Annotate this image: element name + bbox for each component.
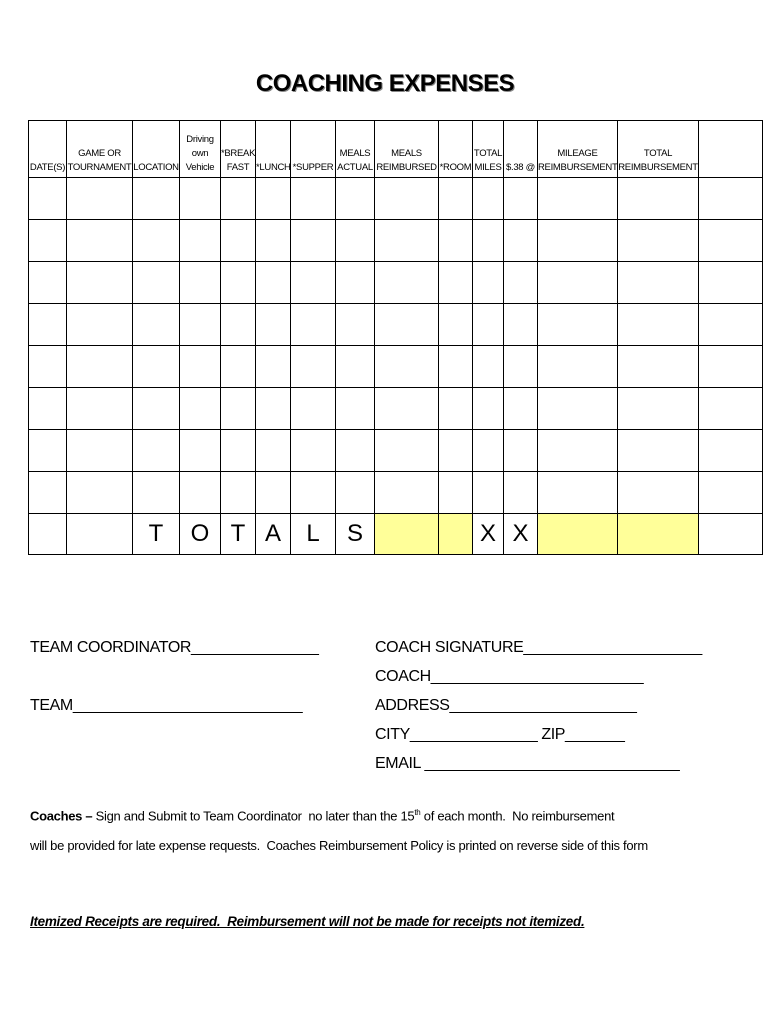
entry-cell[interactable]	[29, 430, 67, 472]
totals-letter: T	[221, 514, 256, 555]
entry-cell[interactable]	[375, 304, 439, 346]
entry-cell[interactable]	[504, 388, 538, 430]
entry-cell[interactable]	[538, 304, 618, 346]
entry-cell[interactable]	[504, 472, 538, 514]
totals-letter: A	[256, 514, 291, 555]
entry-cell[interactable]	[504, 262, 538, 304]
entry-cell[interactable]	[29, 388, 67, 430]
entry-cell[interactable]	[291, 430, 336, 472]
email-field[interactable]: EMAIL ______________________________	[375, 755, 680, 772]
entry-cell[interactable]	[504, 430, 538, 472]
grand-total-field[interactable]	[618, 514, 699, 555]
entry-cell[interactable]	[221, 388, 256, 430]
col-breakfast: *BREAK FAST	[221, 121, 256, 178]
totals-letter: L	[291, 514, 336, 555]
entry-cell[interactable]	[618, 178, 699, 220]
entry-cell[interactable]	[336, 220, 375, 262]
entry-cell[interactable]	[29, 472, 67, 514]
total-mileage-reimbursement-field[interactable]	[538, 514, 618, 555]
table-row	[29, 430, 763, 472]
entry-cell[interactable]	[291, 262, 336, 304]
entry-cell[interactable]	[375, 346, 439, 388]
col-location: LOCATION	[133, 121, 180, 178]
entry-cell[interactable]	[439, 472, 473, 514]
entry-cell[interactable]	[618, 346, 699, 388]
col-supper: *SUPPER	[291, 121, 336, 178]
entry-cell[interactable]	[336, 304, 375, 346]
entry-cell[interactable]	[336, 262, 375, 304]
itemized-receipts-notice: Itemized Receipts are required. Reimbursement will not be made for receipts not itemized.	[30, 914, 585, 929]
entry-cell[interactable]	[67, 220, 133, 262]
entry-cell[interactable]	[618, 388, 699, 430]
entry-cell[interactable]	[133, 472, 180, 514]
entry-cell[interactable]	[291, 220, 336, 262]
entry-cell[interactable]	[504, 346, 538, 388]
entry-cell[interactable]	[699, 388, 763, 430]
table-row	[29, 472, 763, 514]
entry-cell[interactable]	[699, 472, 763, 514]
entry-cell[interactable]	[256, 178, 291, 220]
entry-cell[interactable]	[221, 262, 256, 304]
entry-cell[interactable]	[221, 178, 256, 220]
entry-cell[interactable]	[473, 472, 504, 514]
entry-cell[interactable]	[29, 262, 67, 304]
col-game: GAME OR TOURNAMENT	[67, 121, 133, 178]
entry-cell[interactable]	[473, 430, 504, 472]
col-driving: Driving own Vehicle	[180, 121, 221, 178]
col-room: *ROOM	[439, 121, 473, 178]
entry-cell[interactable]	[504, 304, 538, 346]
col-rate: $.38 @	[504, 121, 538, 178]
entry-cell[interactable]	[699, 178, 763, 220]
entry-cell[interactable]	[473, 346, 504, 388]
entry-cell[interactable]	[67, 472, 133, 514]
entry-cell[interactable]	[221, 220, 256, 262]
entry-cell[interactable]	[538, 346, 618, 388]
expense-table	[28, 120, 763, 555]
entry-cell[interactable]	[29, 178, 67, 220]
entry-cell[interactable]	[699, 346, 763, 388]
entry-cell[interactable]	[67, 304, 133, 346]
entry-cell[interactable]	[375, 472, 439, 514]
entry-cell[interactable]	[180, 220, 221, 262]
entry-cell[interactable]	[375, 220, 439, 262]
entry-cell[interactable]	[473, 220, 504, 262]
entry-cell[interactable]	[336, 430, 375, 472]
entry-cell[interactable]	[375, 262, 439, 304]
entry-cell[interactable]	[538, 430, 618, 472]
address-field[interactable]: ADDRESS______________________	[375, 697, 637, 714]
coach-field[interactable]: COACH_________________________	[375, 668, 644, 685]
totals-letter: T	[133, 514, 180, 555]
entry-cell[interactable]	[67, 346, 133, 388]
entry-cell[interactable]	[291, 388, 336, 430]
entry-cell[interactable]	[291, 472, 336, 514]
entry-cell[interactable]	[133, 178, 180, 220]
entry-cell[interactable]	[439, 388, 473, 430]
col-mileage-reimbursement: MILEAGE REIMBURSEMENT	[538, 121, 618, 178]
totals-mark: X	[504, 514, 538, 555]
city-zip-field[interactable]: CITY_______________ ZIP_______	[375, 726, 625, 743]
entry-cell[interactable]	[180, 262, 221, 304]
entry-cell[interactable]	[504, 178, 538, 220]
table-row	[29, 304, 763, 346]
entry-cell[interactable]	[29, 346, 67, 388]
table-row	[29, 346, 763, 388]
totals-cell	[67, 514, 133, 555]
entry-cell[interactable]	[221, 430, 256, 472]
entry-cell[interactable]	[375, 430, 439, 472]
entry-cell[interactable]	[699, 430, 763, 472]
entry-cell[interactable]	[618, 430, 699, 472]
entry-cell[interactable]	[180, 304, 221, 346]
submission-note-line2: will be provided for late expense requests. Coaches Reimbursement Policy is printed on reverse side of this form	[30, 838, 648, 853]
table-row	[29, 388, 763, 430]
entry-cell[interactable]	[439, 430, 473, 472]
entry-cell[interactable]	[180, 472, 221, 514]
entry-cell[interactable]	[256, 346, 291, 388]
entry-cell[interactable]	[439, 304, 473, 346]
entry-cell[interactable]	[67, 430, 133, 472]
note-lead: Coaches –	[30, 808, 93, 824]
entry-cell[interactable]	[439, 262, 473, 304]
totals-letter: S	[336, 514, 375, 555]
entry-cell[interactable]	[133, 262, 180, 304]
col-meals-reimbursed: MEALS REIMBURSED	[375, 121, 439, 178]
entry-cell[interactable]	[439, 178, 473, 220]
entry-cell[interactable]	[256, 304, 291, 346]
entry-cell[interactable]	[473, 178, 504, 220]
entry-cell[interactable]	[375, 178, 439, 220]
col-blank	[699, 121, 763, 178]
entry-cell[interactable]	[699, 304, 763, 346]
entry-cell[interactable]	[256, 262, 291, 304]
entry-cell[interactable]	[336, 178, 375, 220]
entry-cell[interactable]	[618, 472, 699, 514]
totals-cell	[699, 514, 763, 555]
entry-cell[interactable]	[618, 262, 699, 304]
entry-cell[interactable]	[221, 472, 256, 514]
table-row	[29, 220, 763, 262]
table-row	[29, 262, 763, 304]
entry-cell[interactable]	[180, 430, 221, 472]
entry-cell[interactable]	[180, 388, 221, 430]
entry-cell[interactable]	[473, 262, 504, 304]
entry-cell[interactable]	[538, 388, 618, 430]
entry-cell[interactable]	[29, 304, 67, 346]
col-lunch: *LUNCH	[256, 121, 291, 178]
entry-cell[interactable]	[439, 346, 473, 388]
team-field[interactable]: TEAM___________________________	[30, 697, 303, 714]
entry-cell[interactable]	[538, 178, 618, 220]
header-row	[29, 121, 763, 178]
page-title: COACHING EXPENSES	[255, 70, 515, 97]
col-meals-actual: MEALS ACTUAL	[336, 121, 375, 178]
entry-cell[interactable]	[256, 220, 291, 262]
entry-cell[interactable]	[221, 346, 256, 388]
entry-cell[interactable]	[504, 220, 538, 262]
totals-mark: X	[473, 514, 504, 555]
entry-cell[interactable]	[375, 388, 439, 430]
entry-cell[interactable]	[618, 304, 699, 346]
col-total-miles: TOTAL MILES	[473, 121, 504, 178]
entry-cell[interactable]	[221, 304, 256, 346]
entry-cell[interactable]	[133, 304, 180, 346]
team-coordinator-field[interactable]: TEAM COORDINATOR_______________	[30, 639, 319, 656]
col-total-reimbursement: TOTAL REIMBURSEMENT	[618, 121, 699, 178]
coach-signature-field[interactable]: COACH SIGNATURE_____________________	[375, 639, 702, 656]
entry-cell[interactable]	[133, 388, 180, 430]
col-dates: DATE(S)	[29, 121, 67, 178]
submission-note-line1: Coaches – Sign and Submit to Team Coordinator no later than the 15th of each month. No reimbursement	[30, 808, 615, 824]
entry-cell[interactable]	[699, 220, 763, 262]
table-row	[29, 178, 763, 220]
entry-cell[interactable]	[336, 472, 375, 514]
entry-cell[interactable]	[336, 346, 375, 388]
entry-cell[interactable]	[29, 220, 67, 262]
entry-cell[interactable]	[291, 304, 336, 346]
entry-cell[interactable]	[538, 262, 618, 304]
entry-cell[interactable]	[133, 346, 180, 388]
entry-cell[interactable]	[473, 388, 504, 430]
entry-cell[interactable]	[67, 262, 133, 304]
entry-cell[interactable]	[439, 220, 473, 262]
entry-cell[interactable]	[133, 220, 180, 262]
entry-cell[interactable]	[256, 472, 291, 514]
totals-letter: O	[180, 514, 221, 555]
entry-cell[interactable]	[133, 430, 180, 472]
entry-cell[interactable]	[180, 346, 221, 388]
total-meals-reimbursed-field[interactable]	[375, 514, 439, 555]
entry-cell[interactable]	[336, 388, 375, 430]
totals-row	[29, 514, 763, 555]
totals-cell	[29, 514, 67, 555]
entry-cell[interactable]	[180, 178, 221, 220]
entry-cell[interactable]	[256, 430, 291, 472]
entry-cell[interactable]	[291, 178, 336, 220]
total-room-field[interactable]	[439, 514, 473, 555]
entry-cell[interactable]	[473, 304, 504, 346]
entry-cell[interactable]	[618, 220, 699, 262]
entry-cell[interactable]	[256, 388, 291, 430]
entry-cell[interactable]	[291, 346, 336, 388]
entry-cell[interactable]	[699, 262, 763, 304]
entry-cell[interactable]	[538, 220, 618, 262]
entry-cell[interactable]	[67, 178, 133, 220]
entry-cell[interactable]	[538, 472, 618, 514]
entry-cell[interactable]	[67, 388, 133, 430]
